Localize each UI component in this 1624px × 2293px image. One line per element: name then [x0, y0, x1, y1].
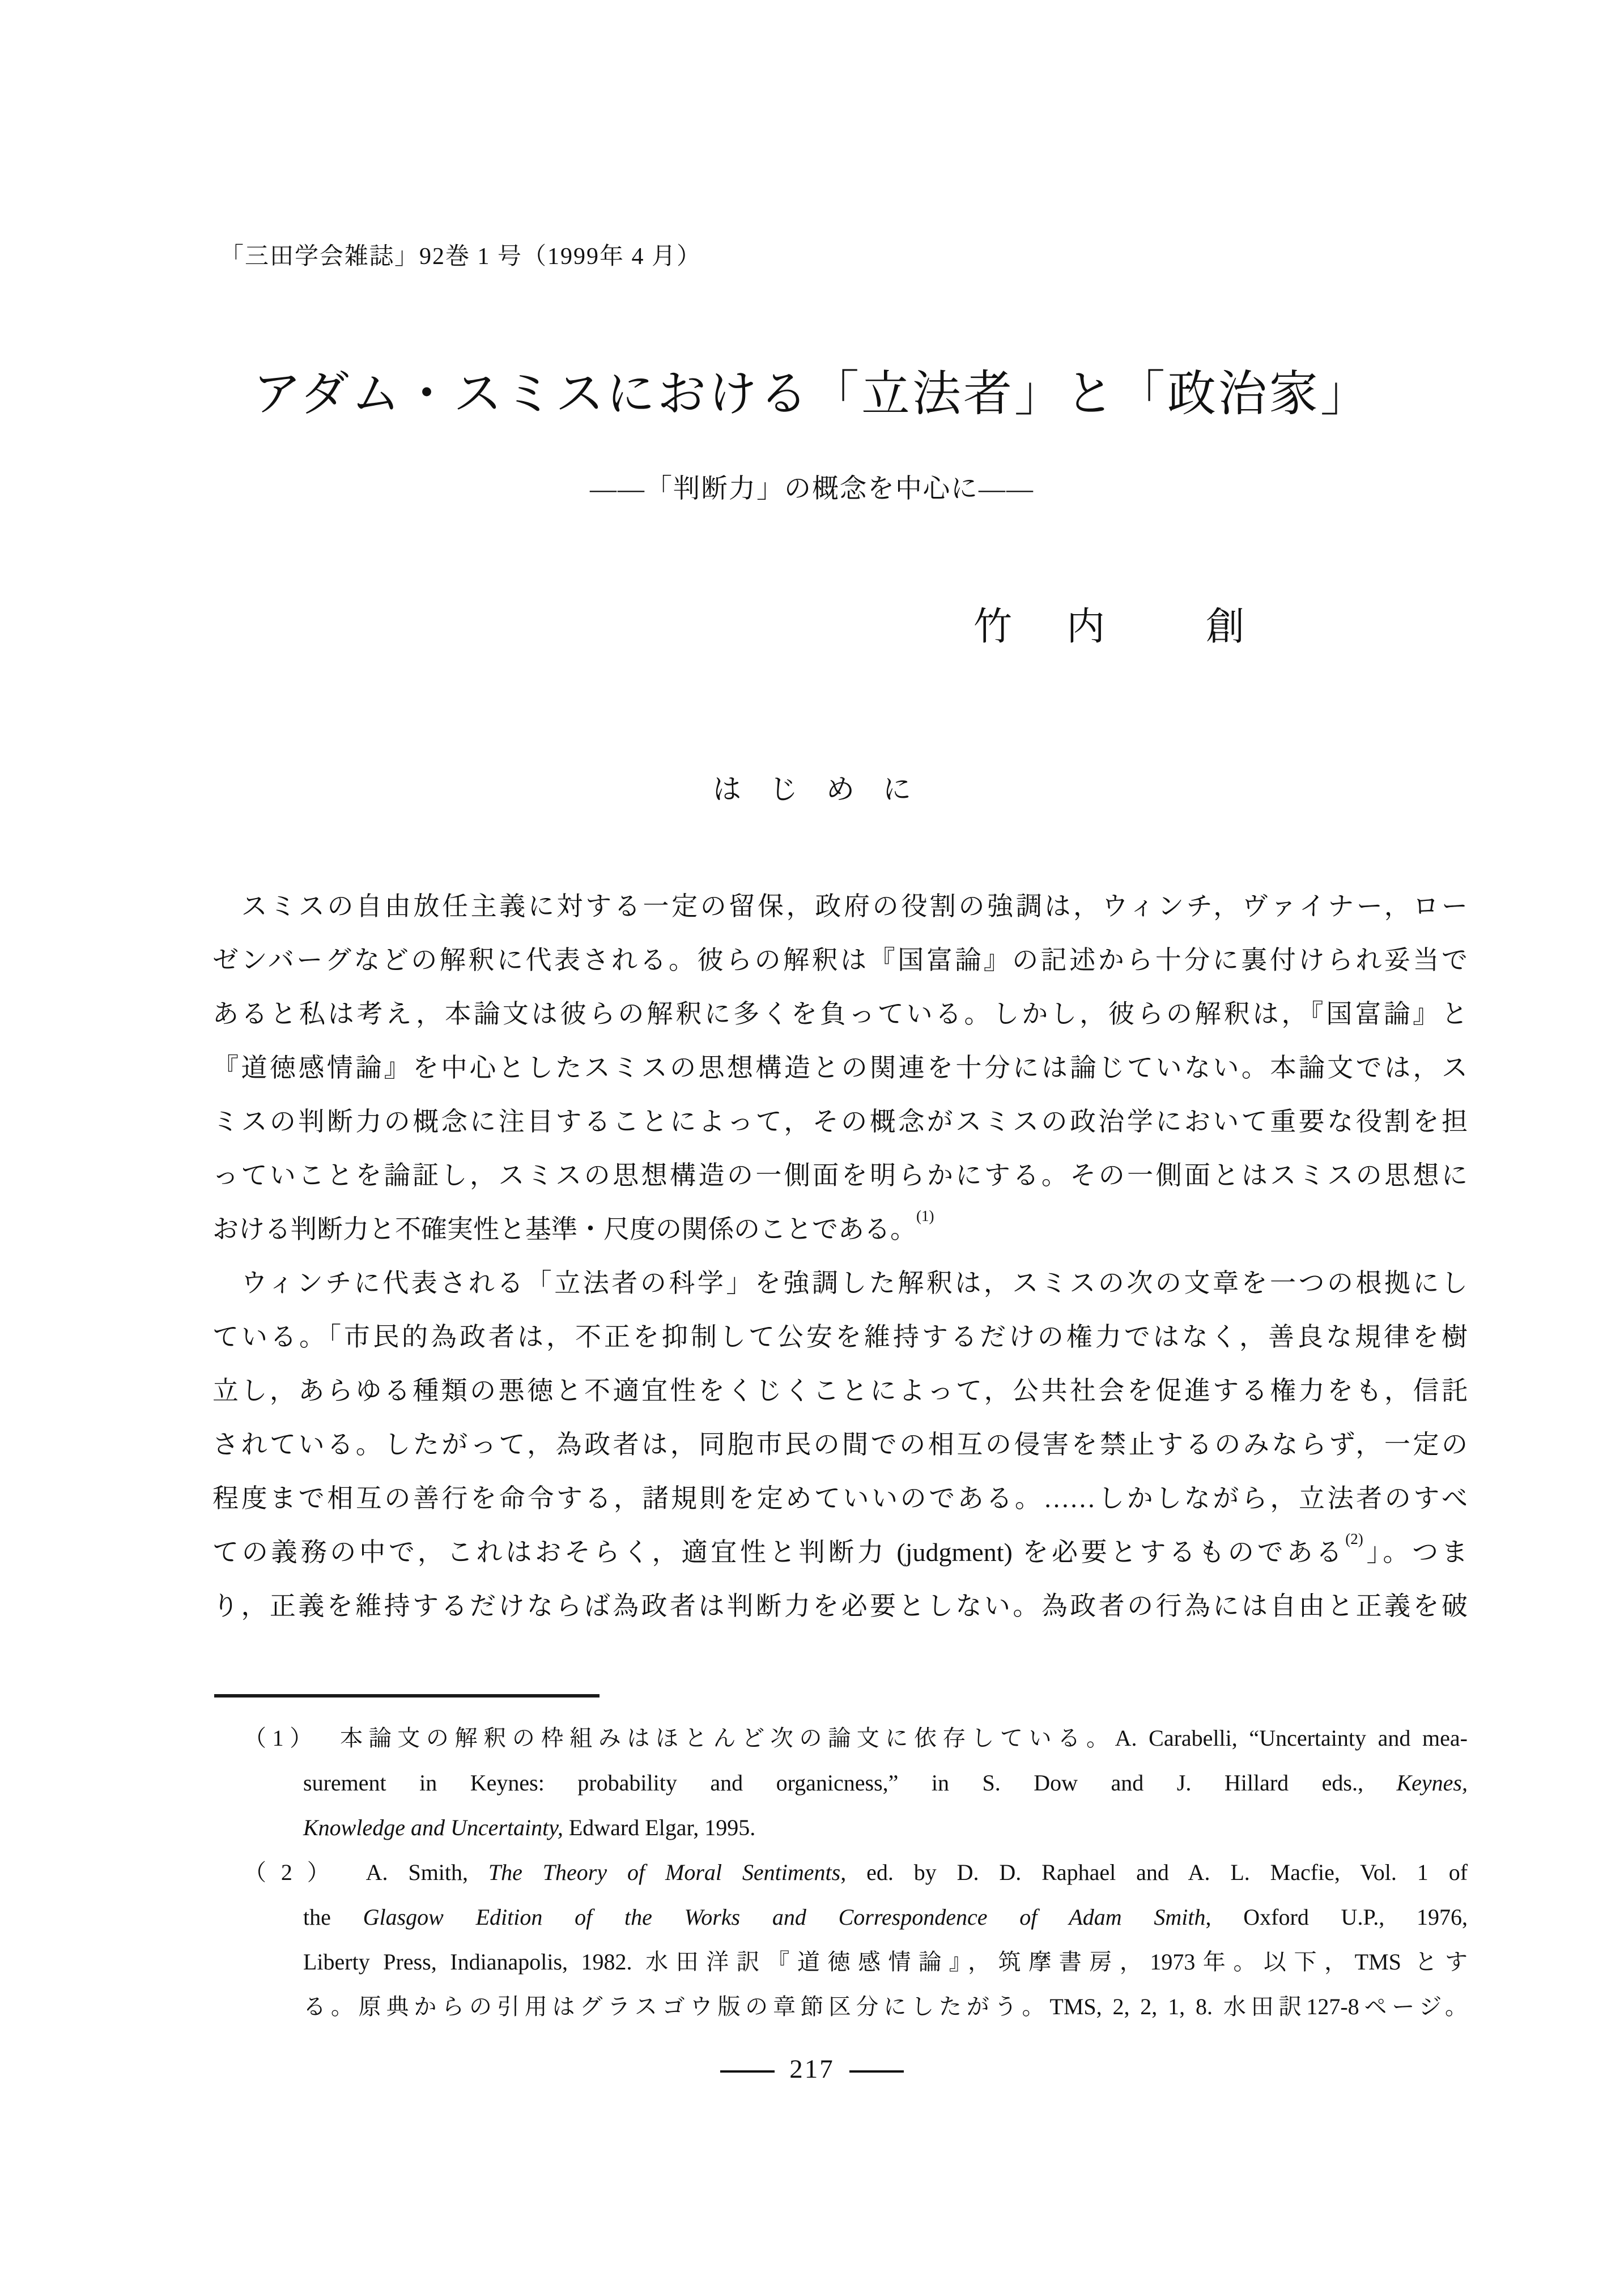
- text-run: ウィンチに代表される「立法者の科学」を強調した解釈は，スミスの次の文章を一つの根拠にし: [212, 1269, 1468, 1297]
- body-line: [212, 987, 1468, 1041]
- section-heading: は じ め に: [713, 773, 911, 805]
- paper-title: アダム・スミスにおける「立法者」と「政治家」: [253, 367, 1371, 421]
- page-number: 217: [789, 2054, 835, 2084]
- body-line: [212, 1041, 1468, 1095]
- text-run: Edward Elgar, 1995.: [563, 1815, 756, 1840]
- text-run: 立し，あらゆる種類の悪徳と不適宜性をくじくことによって，公共社会を促進する権力をも，信託: [212, 1376, 1468, 1405]
- footnote-label: （2）: [244, 1860, 345, 1885]
- footnotes: [244, 1716, 1468, 2029]
- paper-subtitle: ——「判断力」の概念を中心に——: [590, 474, 1034, 504]
- body-line: [212, 1256, 1468, 1310]
- body-line: [212, 1202, 1468, 1256]
- body-line: [212, 1095, 1468, 1148]
- footnote-marker: (1): [916, 1207, 934, 1224]
- text-run: A. Smith,: [365, 1860, 488, 1885]
- body-line: [212, 1364, 1468, 1418]
- body-line: [212, 1525, 1468, 1579]
- text-run: Liberty Press, Indianapolis, 1982. 水田洋訳『道徳感情論』，筑摩書房，1973年。以下，TMS とす: [303, 1949, 1468, 1975]
- footnote-item: [244, 1716, 1468, 1850]
- text-run: the: [303, 1904, 363, 1930]
- text-run: ている。「市民的為政者は，不正を抑制して公安を維持するだけの権力ではなく，善良な規律を樹: [212, 1322, 1468, 1351]
- text-run: されている。したがって，為政者は，同胞市民の間での相互の侵害を禁止するのみならず，一定の: [212, 1430, 1468, 1459]
- text-run: る。原典からの引用はグラスゴウ版の章節区分にしたがう。TMS, 2, 2, 1, 8. 水田訳127-8ページ。: [303, 1994, 1468, 2019]
- journal-header: 「三田学会雑誌」92巻 1 号（1999年 4 月）: [220, 244, 702, 270]
- text-run: あると私は考え，本論文は彼らの解釈に多くを負っている。しかし，彼らの解釈は，『国富論』と: [212, 999, 1468, 1028]
- text-run: , ed. by D. D. Raphael and A. L. Macfie, Vol. 1 of: [840, 1860, 1468, 1885]
- page-number-left-dash: [720, 2070, 775, 2073]
- text-run: 」。つま: [1363, 1538, 1468, 1567]
- page-number-right-dash: [849, 2070, 904, 2073]
- text-run: , Oxford U.P., 1976,: [1205, 1904, 1468, 1930]
- body-line: [212, 933, 1468, 987]
- author-name: 竹 内 創: [973, 605, 1253, 648]
- footnote-item: [244, 1850, 1468, 2029]
- text-run: ミスの判断力の概念に注目することによって，その概念がスミスの政治学において重要な役割を担: [212, 1107, 1468, 1136]
- footnote-marker: (2): [1345, 1530, 1363, 1547]
- body-line: [212, 1579, 1468, 1633]
- footnote-text: [340, 1725, 1468, 1751]
- text-run: り，正義を維持するだけならば為政者は判断力を必要としない。為政者の行為には自由と正義を破: [212, 1592, 1468, 1620]
- text-run: 『道徳感情論』を中心としたスミスの思想構造との関連を十分には論じていない。本論文では，ス: [212, 1053, 1468, 1082]
- body-line: [212, 1418, 1468, 1471]
- footnote-line: [244, 1984, 1468, 2029]
- text-run: 本論文の解釈の枠組みはほとんど次の論文に依存している。A. Carabelli, “Uncertainty and mea-: [339, 1725, 1468, 1751]
- body-line: [212, 1471, 1468, 1525]
- text-run: Keynes,: [1396, 1770, 1468, 1796]
- footnote-separator: [214, 1694, 600, 1698]
- text-run: Glasgow Edition of the Works and Correspondence of Adam Smith: [363, 1904, 1206, 1930]
- footnote-line: [244, 1760, 1468, 1805]
- body-text: [212, 879, 1468, 1633]
- footnote-line: [244, 1939, 1468, 1984]
- text-run: スミスの自由放任主義に対する一定の留保，政府の役割の強調は，ウィンチ，ヴァイナー，ロー: [212, 892, 1468, 921]
- page-number-row: [0, 2052, 1624, 2086]
- footnote-text: [366, 1860, 1468, 1885]
- text-run: The Theory of Moral Sentiments: [488, 1860, 841, 1885]
- footnote-label: （1）: [244, 1725, 318, 1751]
- text-run: ゼンバーグなどの解釈に代表される。彼らの解釈は『国富論』の記述から十分に裏付けられ妥当で: [212, 946, 1468, 975]
- text-run: 程度まで相互の善行を命令する，諸規則を定めていいのである。……しかしながら，立法者のすべ: [212, 1484, 1468, 1513]
- text-run: おける判断力と不確実性と基準・尺度の関係のことである。: [212, 1215, 916, 1244]
- text-run: っていことを論証し，スミスの思想構造の一側面を明らかにする。その一側面とはスミスの思想に: [212, 1161, 1468, 1190]
- footnote-line: [244, 1805, 1468, 1850]
- footnote-line: [244, 1716, 1468, 1760]
- footnote-line: [244, 1850, 1468, 1895]
- text-run: Knowledge and Uncertainty,: [303, 1815, 563, 1840]
- footnote-line: [244, 1895, 1468, 1939]
- text-run: surement in Keynes: probability and organicness,” in S. Dow and J. Hillard eds.,: [303, 1770, 1397, 1796]
- body-line: [212, 1310, 1468, 1364]
- text-run: ての義務の中で，これはおそらく，適宜性と判断力 (judgment) を必要とするものである: [212, 1538, 1346, 1567]
- body-line: [212, 1148, 1468, 1202]
- body-line: [212, 879, 1468, 933]
